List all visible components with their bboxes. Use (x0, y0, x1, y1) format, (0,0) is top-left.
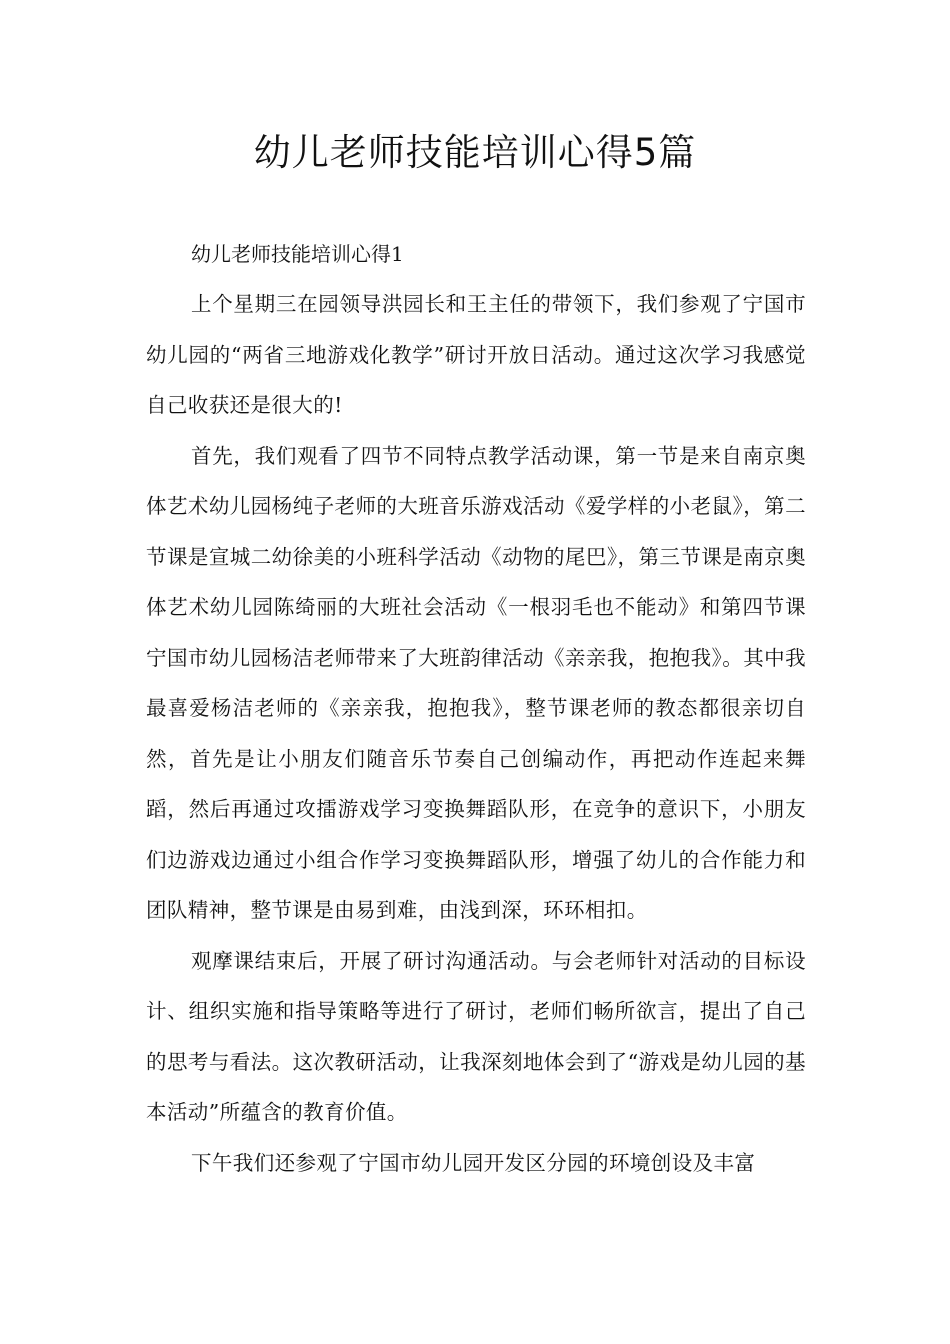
document-body (146, 229, 806, 1188)
document-title: 幼儿老师技能培训心得5篇 (253, 131, 697, 174)
paragraph-3: 观摩课结束后，开展了研讨沟通活动。与会老师针对活动的目标设计、组织实施和指导策略等进行了研讨，老师们畅所欲言，提出了自己的思考与看法。这次教研活动，让我深刻地体会到了“游戏是幼儿园的基本活动”所蕴含的教育价值。 (146, 948, 806, 1124)
paragraph-2: 首先，我们观看了四节不同特点教学活动课，第一节是来自南京奥体艺术幼儿园杨纯子老师的大班音乐游戏活动《爱学样的小老鼠》，第二节课是宣城二幼徐美的小班科学活动《动物的尾巴》，第三节课是南京奥体艺术幼儿园陈绮丽的大班社会活动《一根羽毛也不能动》和第四节课宁国市幼儿园杨洁老师带来了大班韵律活动《亲亲我，抱抱我》。其中我最喜爱杨洁老师的《亲亲我，抱抱我》，整节课老师的教态都很亲切自然，首先是让小朋友们随音乐节奏自己创编动作，再把动作连起来舞蹈，然后再通过攻擂游戏学习变换舞蹈队形，在竞争的意识下，小朋友们边游戏边通过小组合作学习变换舞蹈队形，增强了幼儿的合作能力和团队精神，整节课是由易到难，由浅到深，环环相扣。 (146, 443, 806, 922)
paragraph-4: 下午我们还参观了宁国市幼儿园开发区分园的环境创设及丰富 (191, 1150, 756, 1175)
paragraph-1: 上个星期三在园领导洪园长和王主任的带领下，我们参观了宁国市幼儿园的“两省三地游戏化教学”研讨开放日活动。通过这次学习我感觉自己收获还是很大的! (146, 292, 806, 417)
section-heading: 幼儿老师技能培训心得1 (191, 242, 404, 266)
